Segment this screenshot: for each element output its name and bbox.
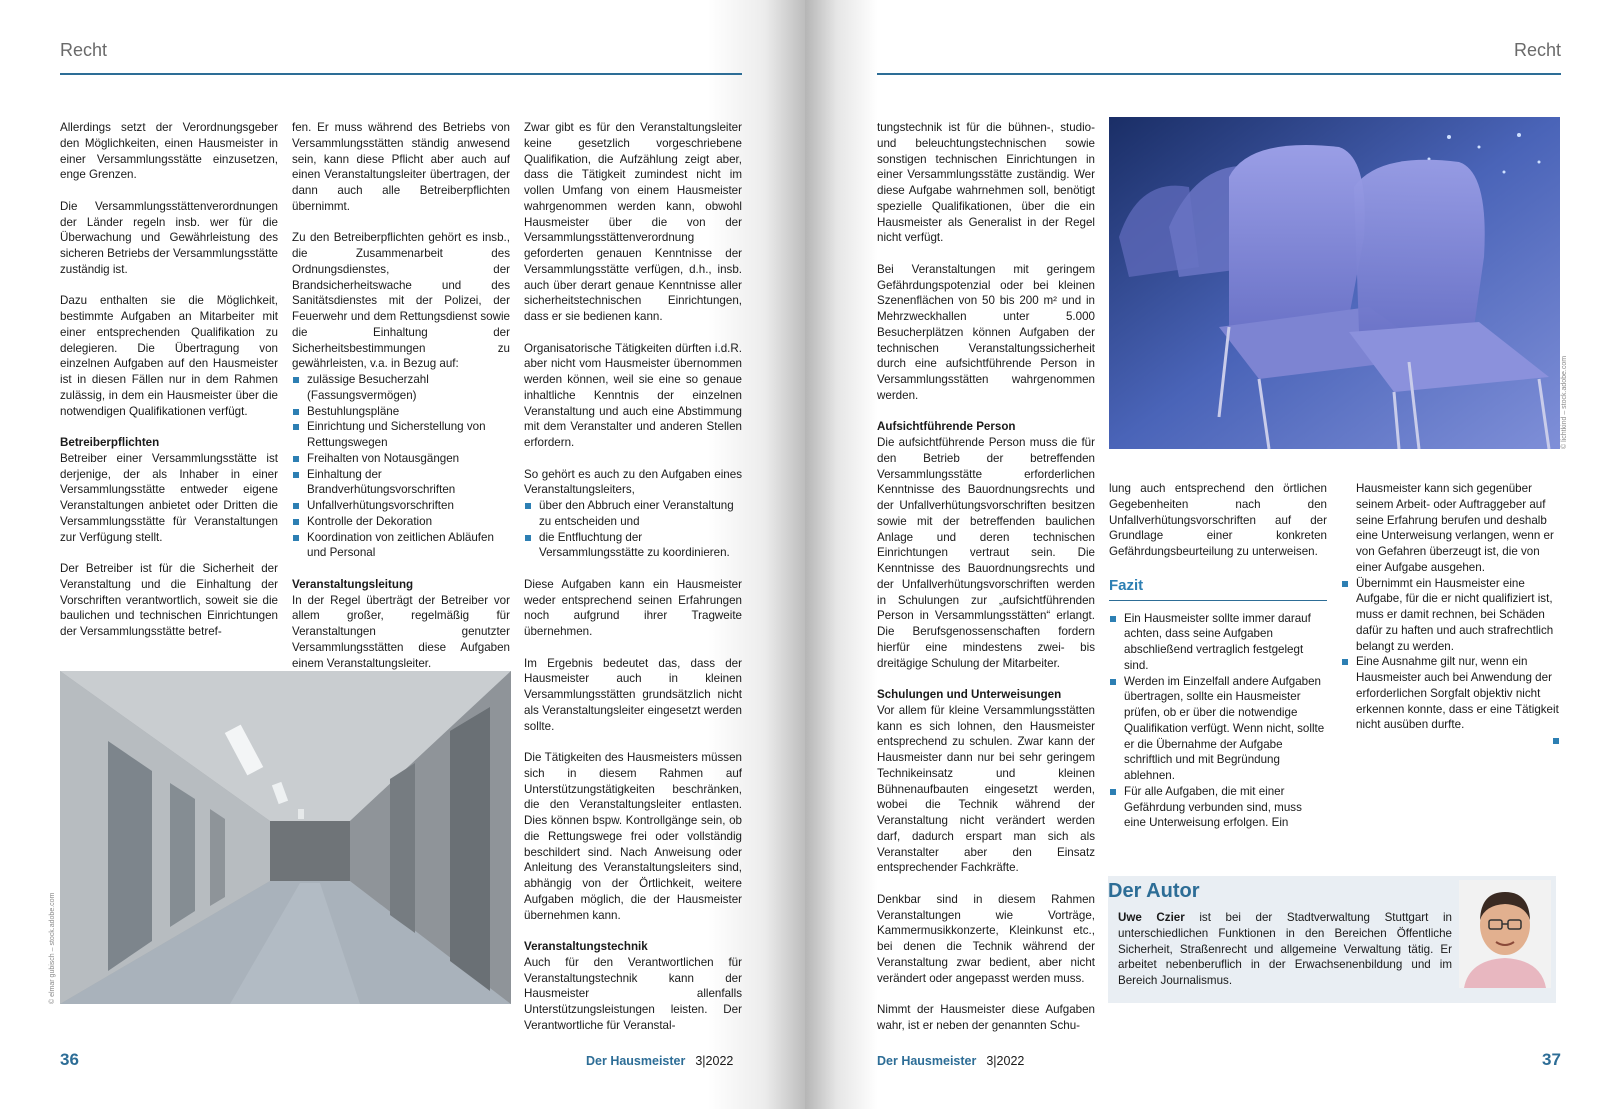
paragraph: Nimmt der Hausmeister diese Aufgaben wahr, ist er neben der genannten Schu-: [877, 1003, 1095, 1032]
paragraph: Denkbar sind in diesem Rahmen Veranstaltungen wie Vorträge, Kammermusikkonzerte, Kleinkunst etc., bei denen die Technik während der Veranstaltung zwar bedient, aber nicht verändert oder angepasst werden muss.: [877, 892, 1095, 985]
list-item: zulässige Besucherzahl (Fassungsvermögen): [292, 372, 510, 404]
bullet-list: [1109, 611, 1327, 832]
list-item: Freihalten von Notausgängen: [292, 451, 510, 467]
paragraph: lung auch entsprechend den örtlichen Gegebenheiten nach den Unfallverhütungsvorschriften auf der Grundlage einer konkreten Gefährdungsbeurteilung zu unterweisen.: [1109, 482, 1327, 558]
list-item: Unfallverhütungsvorschriften: [292, 498, 510, 514]
author-name: Uwe Czier: [1118, 911, 1185, 924]
text-column-5: [1109, 481, 1327, 847]
author-heading: Der Autor: [1108, 880, 1200, 902]
list-item: Übernimmt ein Hausmeister eine Aufgabe, für die er nicht qualifiziert ist, muss er damit rechnen, bei Schäden dafür zu haften und auch strafrechtlich belangt zu werden.: [1341, 576, 1559, 655]
subheading: Schulungen und Unterweisungen: [877, 688, 1062, 701]
paragraph: Vor allem für kleine Versammlungsstätten kann es sich lohnen, den Hausmeister entsprechend zu schulen. Zwar kann der Hausmeister dann nur bei sehr geringem Technikeinsatz und kleinen Bühnenaufbauten eingesetzt werden, wobei die Technik während der Veranstaltung nicht verändert werden darf, dadurch erspart man sich als Veranstalter aber den Einsatz entsprechender Fachkräfte.: [877, 703, 1095, 875]
magazine-footer: [877, 1054, 1024, 1068]
magazine-footer: [586, 1054, 733, 1068]
author-bio: [1118, 910, 1452, 989]
paragraph: Zwar gibt es für den Veranstaltungsleiter keine gesetzlich vorgeschriebene Qualifikation, die Aufzählung zeigt aber, dass die Tätigkeit zumindest nicht im vollen Umfang von einem Hausmeister wahrgenommen werden kann, obwohl Hausmeister über die von der Versammlungsstättenverordnung geforderten genauen Kenntnisse der Versammlungsstätte verfügen, d.h., insb. auch über derart genaue Kenntnisse aller sicherheitstechnischen Einrichtungen, dass er sie bedienen kann.: [524, 121, 742, 323]
text-column-2: [292, 120, 510, 687]
issue-number: 3|2022: [695, 1054, 734, 1068]
paragraph: Bei Veranstaltungen mit geringem Gefährdungspotenzial oder bei kleinen Szenenflächen von 50 bis 200 m² und in Mehrzweckhallen unter 5.000 Besucherplätzen können Aufgaben der technischen Veranstaltungssicherheit durch eine aufsichtführende Person in Versammlungsstätten wahrgenommen werden.: [877, 262, 1095, 402]
text-column-4: [877, 120, 1095, 1049]
end-marker: [1553, 738, 1559, 744]
magazine-title: Der Hausmeister: [877, 1054, 977, 1068]
paragraph: Die aufsichtführende Person muss die für den Betrieb der betreffenden Versammlungsstätte erforderlichen Kenntnisse des Bauordnungsrechts und der Unfallverhütungsvorschriften besitzen sowie mit der betreffenden baulichen Anlage und deren technischen Einrichtungen vertraut sein. Die Kenntnisse des Bauordnungsrechts und der Unfallverhütungsvorschriften werden in Schulungen zur „aufsichtführenden Person in Versammlungsstätten“ erlangt. Die Berufsgenossenschaften fordern hierfür eine mindestens zwei- bis dreitägige Schulung der Mitarbeiter.: [877, 436, 1095, 670]
list-item: Für alle Aufgaben, die mit einer Gefährdung verbunden sind, muss eine Unterweisung erfolgen. Ein: [1109, 784, 1327, 831]
list-item: die Entfluchtung der Versammlungsstätte zu koordinieren.: [524, 530, 742, 562]
paragraph: Organisatorische Tätigkeiten dürften i.d.R. aber nicht vom Hausmeister übernommen werden können, weil sie eine so genaue inhaltliche Kenntnis der einzelnen Veranstaltung und auch eine Abstimmung mit dem Veranstalter und anderen Stellen erfordern.: [524, 341, 742, 449]
paragraph: tungstechnik ist für die bühnen-, studio- und beleuchtungstechnischen sowie sonstigen technischen Einrichtungen in einer Versammlungsstätte zuständig. Wer diese Aufgabe wahrnehmen soll, benötigt spezielle Qualifikationen, über die ein Hausmeister als Generalist in der Regel nicht verfügt.: [877, 121, 1095, 245]
paragraph: Dazu enthalten sie die Möglichkeit, bestimmte Aufgaben an Mitarbeiter mit einer entsprechenden Qualifikation zu delegieren. Die Übertragung von einzelnen Aufgaben auf den Hausmeister ist in diesen Fällen nur in dem Rahmen zulässig, in dem ein Hausmeister über die notwendigen Qualifikationen verfügt.: [60, 294, 278, 418]
paragraph: Allerdings setzt der Verordnungsgeber den Möglichkeiten, einen Hausmeister in einer Versammlungsstätte einzusetzen, enge Grenzen.: [60, 121, 278, 182]
text-column-3: [524, 120, 742, 1049]
paragraph: So gehört es auch zu den Aufgaben eines Veranstaltungsleiters,: [524, 467, 742, 497]
chairs-photo: [1109, 117, 1560, 449]
author-description: ist bei der Stadtverwaltung Stuttgart in unterschiedlichen Funktionen in den Bereichen Öffentliche Sicherheit, Straßenrecht und allgemeine Verwaltung tätig. Er arbeitet nebenberuflich in der Erwachsenenbildung und im Bereich Journalismus.: [1118, 911, 1452, 987]
photo-credit: © elmar gubisch – stock.adobe.com: [49, 892, 56, 1004]
list-item: über den Abbruch einer Veranstaltung zu entscheiden und: [524, 498, 742, 530]
subheading: Veranstaltungsleitung: [292, 577, 414, 591]
bullet-list: [524, 498, 742, 561]
section-header: Recht: [60, 40, 108, 60]
bullet-list: [292, 372, 510, 561]
photo-credit: © lichtkind – stock.adobe.com: [1561, 355, 1568, 449]
list-item: Einhaltung der Brandverhütungsvorschriften: [292, 467, 510, 499]
bullet-list: [1341, 576, 1559, 734]
paragraph: fen. Er muss während des Betriebs von Versammlungsstätten ständig anwesend sein, kann diese Pflicht aber auch auf einen Veranstaltungsleiter übertragen, der dann auch alle Betreiberpflichten übernimmt.: [292, 121, 510, 213]
paragraph: Diese Aufgaben kann ein Hausmeister weder entsprechend seinen Erfahrungen noch aufgrund ihrer Tragweite übernehmen.: [524, 577, 742, 638]
corridor-photo: [60, 671, 511, 1004]
paragraph: Auch für den Verantwortlichen für Veranstaltungstechnik kann der Hausmeister allenfalls Unterstützungsleistungen leisten. Der Verantwortliche für Veranstal-: [524, 955, 742, 1032]
paragraph: Der Betreiber ist für die Sicherheit der Veranstaltung und die Einhaltung der Vorschriften verantwortlich, soweit sie die baulichen und technischen Einrichtungen der Versammlungsstätte betref-: [60, 562, 278, 638]
paragraph: Hausmeister kann sich gegenüber seinem Arbeit- oder Auftraggeber auf seine Erfahrung berufen und deshalb eine Unterweisung verlangen, wenn er von Gefahren überzeugt ist, die von einer Aufgabe ausgehen.: [1356, 482, 1554, 574]
magazine-title: Der Hausmeister: [586, 1054, 686, 1068]
list-item: Werden im Einzelfall andere Aufgaben übertragen, sollte ein Hausmeister prüfen, ob er über die notwendige Qualifikation verfügt. Wenn nicht, sollte er die Übernahme der Aufgabe schriftlich und mit Begründung ablehnen.: [1109, 674, 1327, 784]
list-item: Eine Ausnahme gilt nur, wenn ein Hausmeister auch bei Anwendung der erforderlichen Sorgfalt objektiv nicht erkennen konnte, dass er eine Tätigkeit nicht ausüben durfte.: [1341, 654, 1559, 733]
author-avatar: [1459, 880, 1551, 988]
paragraph: Im Ergebnis bedeutet das, dass der Hausmeister auch in kleinen Versammlungsstätten grundsätzlich nicht als Veranstaltungsleiter eingesetzt werden sollte.: [524, 656, 742, 733]
list-item: Bestuhlungspläne: [292, 404, 510, 420]
list-item: Einrichtung und Sicherstellung von Rettungswegen: [292, 419, 510, 451]
paragraph: In der Regel überträgt der Betreiber vor allem großer, regelmäßig für Veranstaltungen genutzter Versammlungsstätten diese Aufgaben einem Veranstaltungsleiter.: [292, 593, 510, 670]
issue-number: 3|2022: [986, 1054, 1025, 1068]
header-rule: [877, 73, 1561, 75]
fazit-rule: [1109, 600, 1327, 601]
paragraph: Die Versammlungsstättenverordnungen der Länder regeln insb. wer für die Überwachung und Gewährleistung des sicheren Betriebs der Versammlungsstätte zuständig ist.: [60, 199, 278, 276]
left-page: [0, 0, 805, 1109]
fazit-heading: Fazit: [1109, 576, 1144, 594]
subheading: Veranstaltungstechnik: [524, 940, 648, 953]
text-column-6: [1341, 481, 1559, 744]
list-item: Koordination von zeitlichen Abläufen und Personal: [292, 530, 510, 562]
paragraph: Die Tätigkeiten des Hausmeisters müssen sich in diesem Rahmen auf Unterstützungstätigkeiten beschränken, die den Veranstaltungsleiter entlasten. Dies können bspw. Kontrollgänge sein, ob die Rettungswege frei oder vollständig beschildert sind. Nach Anweisung oder Anleitung des Veranstaltungsleiters sind, abhängig von der Örtlichkeit, weitere Aufgaben möglich, die der Hausmeister übernehmen kann.: [524, 751, 742, 922]
list-item: Ein Hausmeister sollte immer darauf achten, dass seine Aufgaben abschließend vertraglich festgelegt sind.: [1109, 611, 1327, 674]
subheading: Betreiberpflichten: [60, 436, 160, 449]
text-column-1: [60, 120, 278, 656]
paragraph: Zu den Betreiberpflichten gehört es insb., die Zusammenarbeit des Ordnungsdienstes, der Brandsicherheitswache und des Sanitätsdienstes mit der Polizei, der Feuerwehr und dem Rettungsdienst sowie die Einhaltung der Sicherheitsbestimmungen zu gewährleisten, v.a. in Bezug auf:: [292, 231, 510, 371]
section-header: Recht: [1513, 40, 1561, 60]
subheading: Aufsichtführende Person: [877, 420, 1016, 434]
page-number: 37: [1542, 1050, 1561, 1069]
page-number: 36: [60, 1050, 79, 1069]
paragraph: Betreiber einer Versammlungsstätte ist derjenige, der als Inhaber in einer Versammlungsstätte entweder eigene Veranstaltungen anbietet oder Dritten die Versammlungsstätte für Veranstaltungen zur Verfügung stellt.: [60, 451, 278, 544]
header-rule: [60, 73, 742, 75]
list-item: Kontrolle der Dekoration: [292, 514, 510, 530]
